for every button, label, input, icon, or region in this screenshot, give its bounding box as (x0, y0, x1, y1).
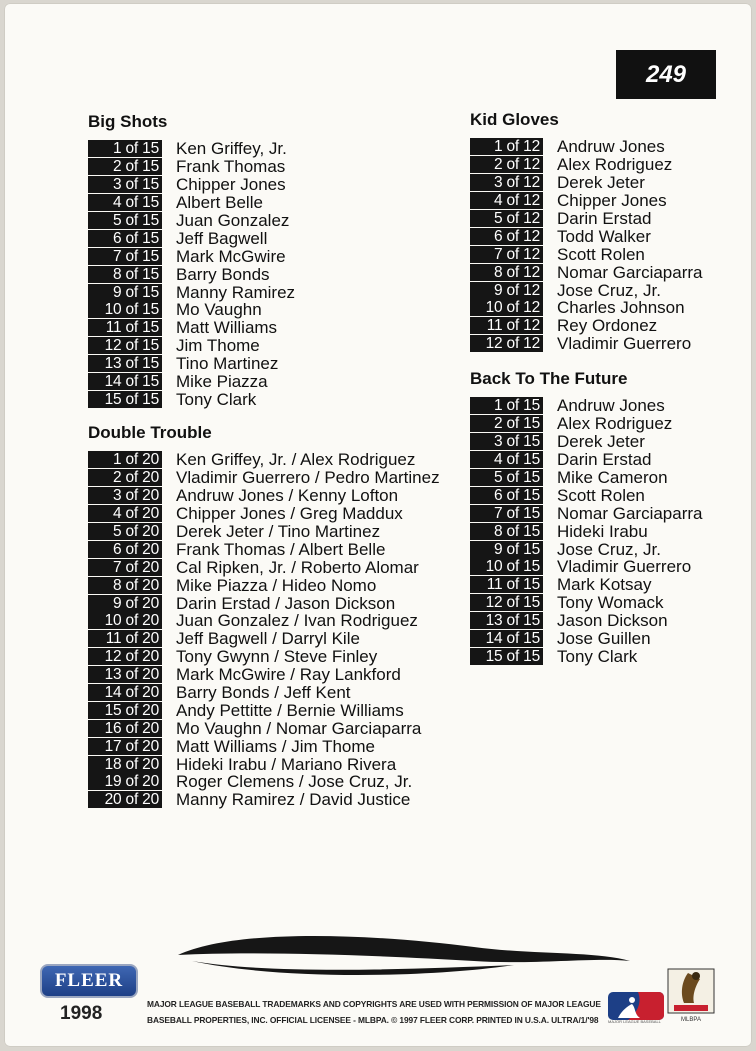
card-number-badge: 5 of 20 (88, 523, 162, 540)
card-number-badge: 12 of 12 (470, 335, 543, 352)
list-item (88, 630, 440, 648)
legal-text (147, 996, 602, 1028)
player-name: Manny Ramirez / David Justice (176, 790, 411, 810)
card-number-badge: 7 of 15 (88, 248, 162, 265)
list-item (88, 451, 440, 469)
player-name: Mo Vaughn (176, 300, 262, 320)
list-item (88, 229, 295, 247)
section-kid-gloves (470, 110, 703, 353)
player-name: Albert Belle (176, 193, 263, 213)
page-number: 249 (616, 50, 716, 99)
player-name: Juan Gonzalez / Ivan Rodriguez (176, 611, 418, 631)
mlb-caption: MAJOR LEAGUE BASEBALL (608, 1019, 661, 1024)
card-number-badge: 8 of 15 (88, 266, 162, 283)
player-name: Tony Clark (176, 389, 257, 409)
player-name: Tony Gwynn / Steve Finley (176, 647, 378, 667)
player-name: Ken Griffey, Jr. / Alex Rodriguez (176, 450, 416, 470)
list-item (88, 755, 440, 773)
player-name: Mo Vaughn / Nomar Garciaparra (176, 718, 422, 738)
player-name: Scott Rolen (557, 244, 645, 264)
list-item (88, 505, 440, 523)
list-item (88, 337, 295, 355)
swoosh-ornament (174, 925, 634, 981)
card-number-badge: 12 of 20 (88, 648, 162, 665)
player-name: Hideki Irabu (557, 521, 648, 541)
player-name: Manny Ramirez (176, 282, 296, 302)
player-name: Mike Piazza (176, 372, 268, 392)
player-name: Jeff Bagwell (176, 228, 268, 248)
player-name: Tino Martinez (176, 354, 279, 374)
player-name: Scott Rolen (557, 485, 645, 505)
card-number-badge: 2 of 12 (470, 156, 543, 173)
card-number-badge: 9 of 15 (88, 284, 162, 301)
list-item (470, 612, 703, 630)
player-name: Vladimir Guerrero (557, 334, 692, 354)
list-item (88, 612, 440, 630)
list-item (470, 647, 703, 665)
checklist-card (4, 3, 752, 1047)
player-name: Darin Erstad (557, 450, 652, 470)
player-name: Frank Thomas / Albert Belle (176, 539, 386, 559)
list-item (88, 666, 440, 684)
list-item (470, 299, 703, 317)
player-name: Andruw Jones (557, 137, 665, 157)
list-item (88, 301, 295, 319)
player-name: Chipper Jones / Greg Maddux (176, 504, 403, 524)
list-item (470, 522, 703, 540)
player-name: Vladimir Guerrero (557, 557, 692, 577)
card-number-badge: 8 of 15 (470, 523, 543, 540)
list-item (470, 594, 703, 612)
list-item (470, 486, 703, 504)
card-number-badge: 11 of 12 (470, 317, 543, 334)
list-item (470, 558, 703, 576)
list-item (88, 701, 440, 719)
list-item (470, 540, 703, 558)
player-name: Darin Erstad / Jason Dickson (176, 593, 396, 613)
list-item (470, 174, 703, 192)
player-name: Tony Womack (557, 593, 664, 613)
card-number-badge: 15 of 15 (88, 391, 162, 408)
card-number-badge: 10 of 12 (470, 299, 543, 316)
list-item (470, 576, 703, 594)
section-big-shots (88, 112, 295, 408)
player-name: Jim Thome (176, 336, 260, 356)
player-name: Jose Guillen (557, 629, 651, 649)
card-number-badge: 6 of 12 (470, 228, 543, 245)
list-item (88, 469, 440, 487)
list-item (88, 719, 440, 737)
card-number-badge: 6 of 15 (470, 487, 543, 504)
list-item (88, 737, 440, 755)
card-number-badge: 12 of 15 (470, 594, 543, 611)
list-item (88, 594, 440, 612)
card-number-badge: 1 of 15 (88, 140, 162, 157)
player-name: Darin Erstad (557, 209, 652, 228)
list-item (470, 227, 703, 245)
section-title: Kid Gloves (470, 110, 559, 129)
player-name: Derek Jeter (557, 173, 645, 193)
player-name: Mark Kotsay (557, 575, 652, 595)
card-number-badge: 7 of 15 (470, 505, 543, 522)
card-number-badge: 11 of 15 (470, 576, 543, 593)
list-item (470, 138, 703, 156)
player-name: Matt Williams (176, 318, 278, 338)
list-item (88, 791, 440, 809)
card-number-badge: 3 of 20 (88, 487, 162, 504)
card-number-badge: 16 of 20 (88, 720, 162, 737)
card-number-badge: 6 of 15 (88, 230, 162, 247)
list-item (88, 283, 295, 301)
card-number-badge: 1 of 20 (88, 451, 162, 468)
player-name: Frank Thomas (176, 157, 286, 177)
card-number-badge: 14 of 20 (88, 684, 162, 701)
list-item (88, 576, 440, 594)
list-item (88, 212, 295, 230)
year: 1998 (60, 1003, 103, 1024)
player-name: Mike Cameron (557, 468, 668, 487)
list-item (88, 158, 295, 176)
player-name: Jeff Bagwell / Darryl Kile (176, 629, 360, 649)
card-number-badge: 5 of 12 (470, 210, 543, 227)
list-item (470, 263, 703, 281)
card-number-badge: 18 of 20 (88, 756, 162, 773)
card-number-badge: 5 of 15 (88, 212, 162, 229)
card-number-badge: 3 of 12 (470, 174, 543, 191)
list-item (470, 415, 703, 433)
player-name: Mike Piazza / Hideo Nomo (176, 575, 377, 595)
player-name: Roger Clemens / Jose Cruz, Jr. (176, 772, 413, 792)
player-name: Alex Rodriguez (557, 414, 673, 434)
card-number-badge: 17 of 20 (88, 738, 162, 755)
card-number-badge: 11 of 15 (88, 319, 162, 336)
card-number-badge: 15 of 15 (470, 648, 543, 665)
list-item (88, 247, 295, 265)
player-name: Mark McGwire / Ray Lankford (176, 665, 401, 685)
player-name: Nomar Garciaparra (557, 262, 703, 282)
card-number-badge: 2 of 20 (88, 469, 162, 486)
list-item (470, 281, 703, 299)
section-back-to-the-future (470, 369, 703, 665)
card-number-badge: 10 of 15 (88, 301, 162, 318)
list-item (470, 210, 703, 228)
card-number-badge: 1 of 12 (470, 138, 543, 155)
card-number-badge: 4 of 12 (470, 192, 543, 209)
player-name: Barry Bonds (176, 264, 270, 284)
list-item (88, 773, 440, 791)
card-number-badge: 4 of 15 (88, 194, 162, 211)
card-number-badge: 13 of 15 (470, 612, 543, 629)
card-number-badge: 20 of 20 (88, 791, 162, 808)
card-number-badge: 8 of 12 (470, 264, 543, 281)
card-number-badge: 3 of 15 (470, 433, 543, 450)
player-name: Rey Ordonez (557, 316, 658, 336)
card-number-badge: 7 of 12 (470, 246, 543, 263)
list-item (470, 156, 703, 174)
fleer-logo: FLEER (40, 964, 138, 998)
list-item (470, 335, 703, 353)
player-name: Juan Gonzalez (176, 211, 290, 230)
list-item (88, 648, 440, 666)
legal-line-1: MAJOR LEAGUE BASEBALL TRADEMARKS AND COPYRIGHTS ARE USED WITH PERMISSION OF MAJOR LEAGUE (147, 999, 601, 1009)
player-name: Todd Walker (557, 226, 651, 246)
player-name: Barry Bonds / Jeff Kent (176, 683, 351, 703)
card-number-badge: 1 of 15 (470, 397, 543, 414)
list-item (88, 194, 295, 212)
list-item (88, 390, 295, 408)
list-item (88, 373, 295, 391)
section-double-trouble (88, 423, 440, 809)
card-number-badge: 15 of 20 (88, 702, 162, 719)
mlbpa-logo-icon (666, 967, 716, 1025)
player-name: Cal Ripken, Jr. / Roberto Alomar (176, 557, 419, 577)
player-name: Derek Jeter / Tino Martinez (176, 522, 381, 541)
list-item (470, 451, 703, 469)
card-number-badge: 6 of 20 (88, 541, 162, 558)
list-item (470, 504, 703, 522)
card-number-badge: 13 of 15 (88, 355, 162, 372)
player-name: Jose Cruz, Jr. (557, 539, 661, 559)
card-number-badge: 11 of 20 (88, 630, 162, 647)
player-name: Andy Pettitte / Bernie Williams (176, 700, 404, 720)
card-number-badge: 9 of 15 (470, 541, 543, 558)
list-item (88, 319, 295, 337)
card-number-badge: 19 of 20 (88, 773, 162, 790)
player-name: Derek Jeter (557, 432, 645, 452)
section-title: Back To The Future (470, 369, 628, 388)
list-item (88, 540, 440, 558)
card-number-badge: 2 of 15 (88, 158, 162, 175)
player-name: Andruw Jones / Kenny Lofton (176, 486, 399, 506)
list-item (88, 684, 440, 702)
card-number-badge: 14 of 15 (470, 630, 543, 647)
card-number-badge: 10 of 20 (88, 612, 162, 629)
card-number-badge: 9 of 20 (88, 595, 162, 612)
list-item (470, 245, 703, 263)
card-number-badge: 4 of 15 (470, 451, 543, 468)
card-number-badge: 13 of 20 (88, 666, 162, 683)
card-number-badge: 12 of 15 (88, 337, 162, 354)
list-item (470, 397, 703, 415)
player-name: Charles Johnson (557, 298, 685, 318)
card-number-badge: 10 of 15 (470, 558, 543, 575)
list-item (88, 355, 295, 373)
player-name: Alex Rodriguez (557, 155, 673, 175)
player-name: Hideki Irabu / Mariano Rivera (176, 754, 397, 774)
player-name: Nomar Garciaparra (557, 503, 703, 523)
list-item (470, 317, 703, 335)
list-item (88, 265, 295, 283)
list-item (88, 140, 295, 158)
card-number-badge: 7 of 20 (88, 559, 162, 576)
card-number-badge: 4 of 20 (88, 505, 162, 522)
mlb-logo-icon (608, 992, 664, 1020)
section-title: Double Trouble (88, 423, 212, 442)
mlbpa-caption: MLBPA (681, 1017, 701, 1023)
list-item (88, 558, 440, 576)
card-number-badge: 14 of 15 (88, 373, 162, 390)
player-name: Vladimir Guerrero / Pedro Martinez (176, 468, 440, 488)
player-name: Chipper Jones (176, 175, 286, 195)
list-item (470, 630, 703, 648)
player-name: Jose Cruz, Jr. (557, 280, 661, 300)
player-name: Ken Griffey, Jr. (176, 139, 287, 159)
card-number-badge: 8 of 20 (88, 577, 162, 594)
section-title: Big Shots (88, 112, 168, 131)
player-name: Tony Clark (557, 646, 638, 666)
card-number-badge: 9 of 12 (470, 282, 543, 299)
legal-line-2: BASEBALL PROPERTIES, INC. OFFICIAL LICENSEE - MLBPA. © 1997 FLEER CORP. PRINTED IN U.S.A. ULTRA/1/'98 (147, 1015, 599, 1025)
player-name: Jason Dickson (557, 611, 668, 631)
list-item (88, 176, 295, 194)
list-item (470, 469, 703, 487)
player-name: Chipper Jones (557, 191, 667, 211)
card-number-badge: 3 of 15 (88, 176, 162, 193)
list-item (88, 523, 440, 541)
player-name: Andruw Jones (557, 396, 665, 416)
list-item (470, 192, 703, 210)
player-name: Matt Williams / Jim Thome (176, 736, 375, 756)
list-item (88, 487, 440, 505)
card-number-badge: 2 of 15 (470, 415, 543, 432)
list-item (470, 433, 703, 451)
card-number-badge: 5 of 15 (470, 469, 543, 486)
player-name: Mark McGwire (176, 246, 286, 266)
